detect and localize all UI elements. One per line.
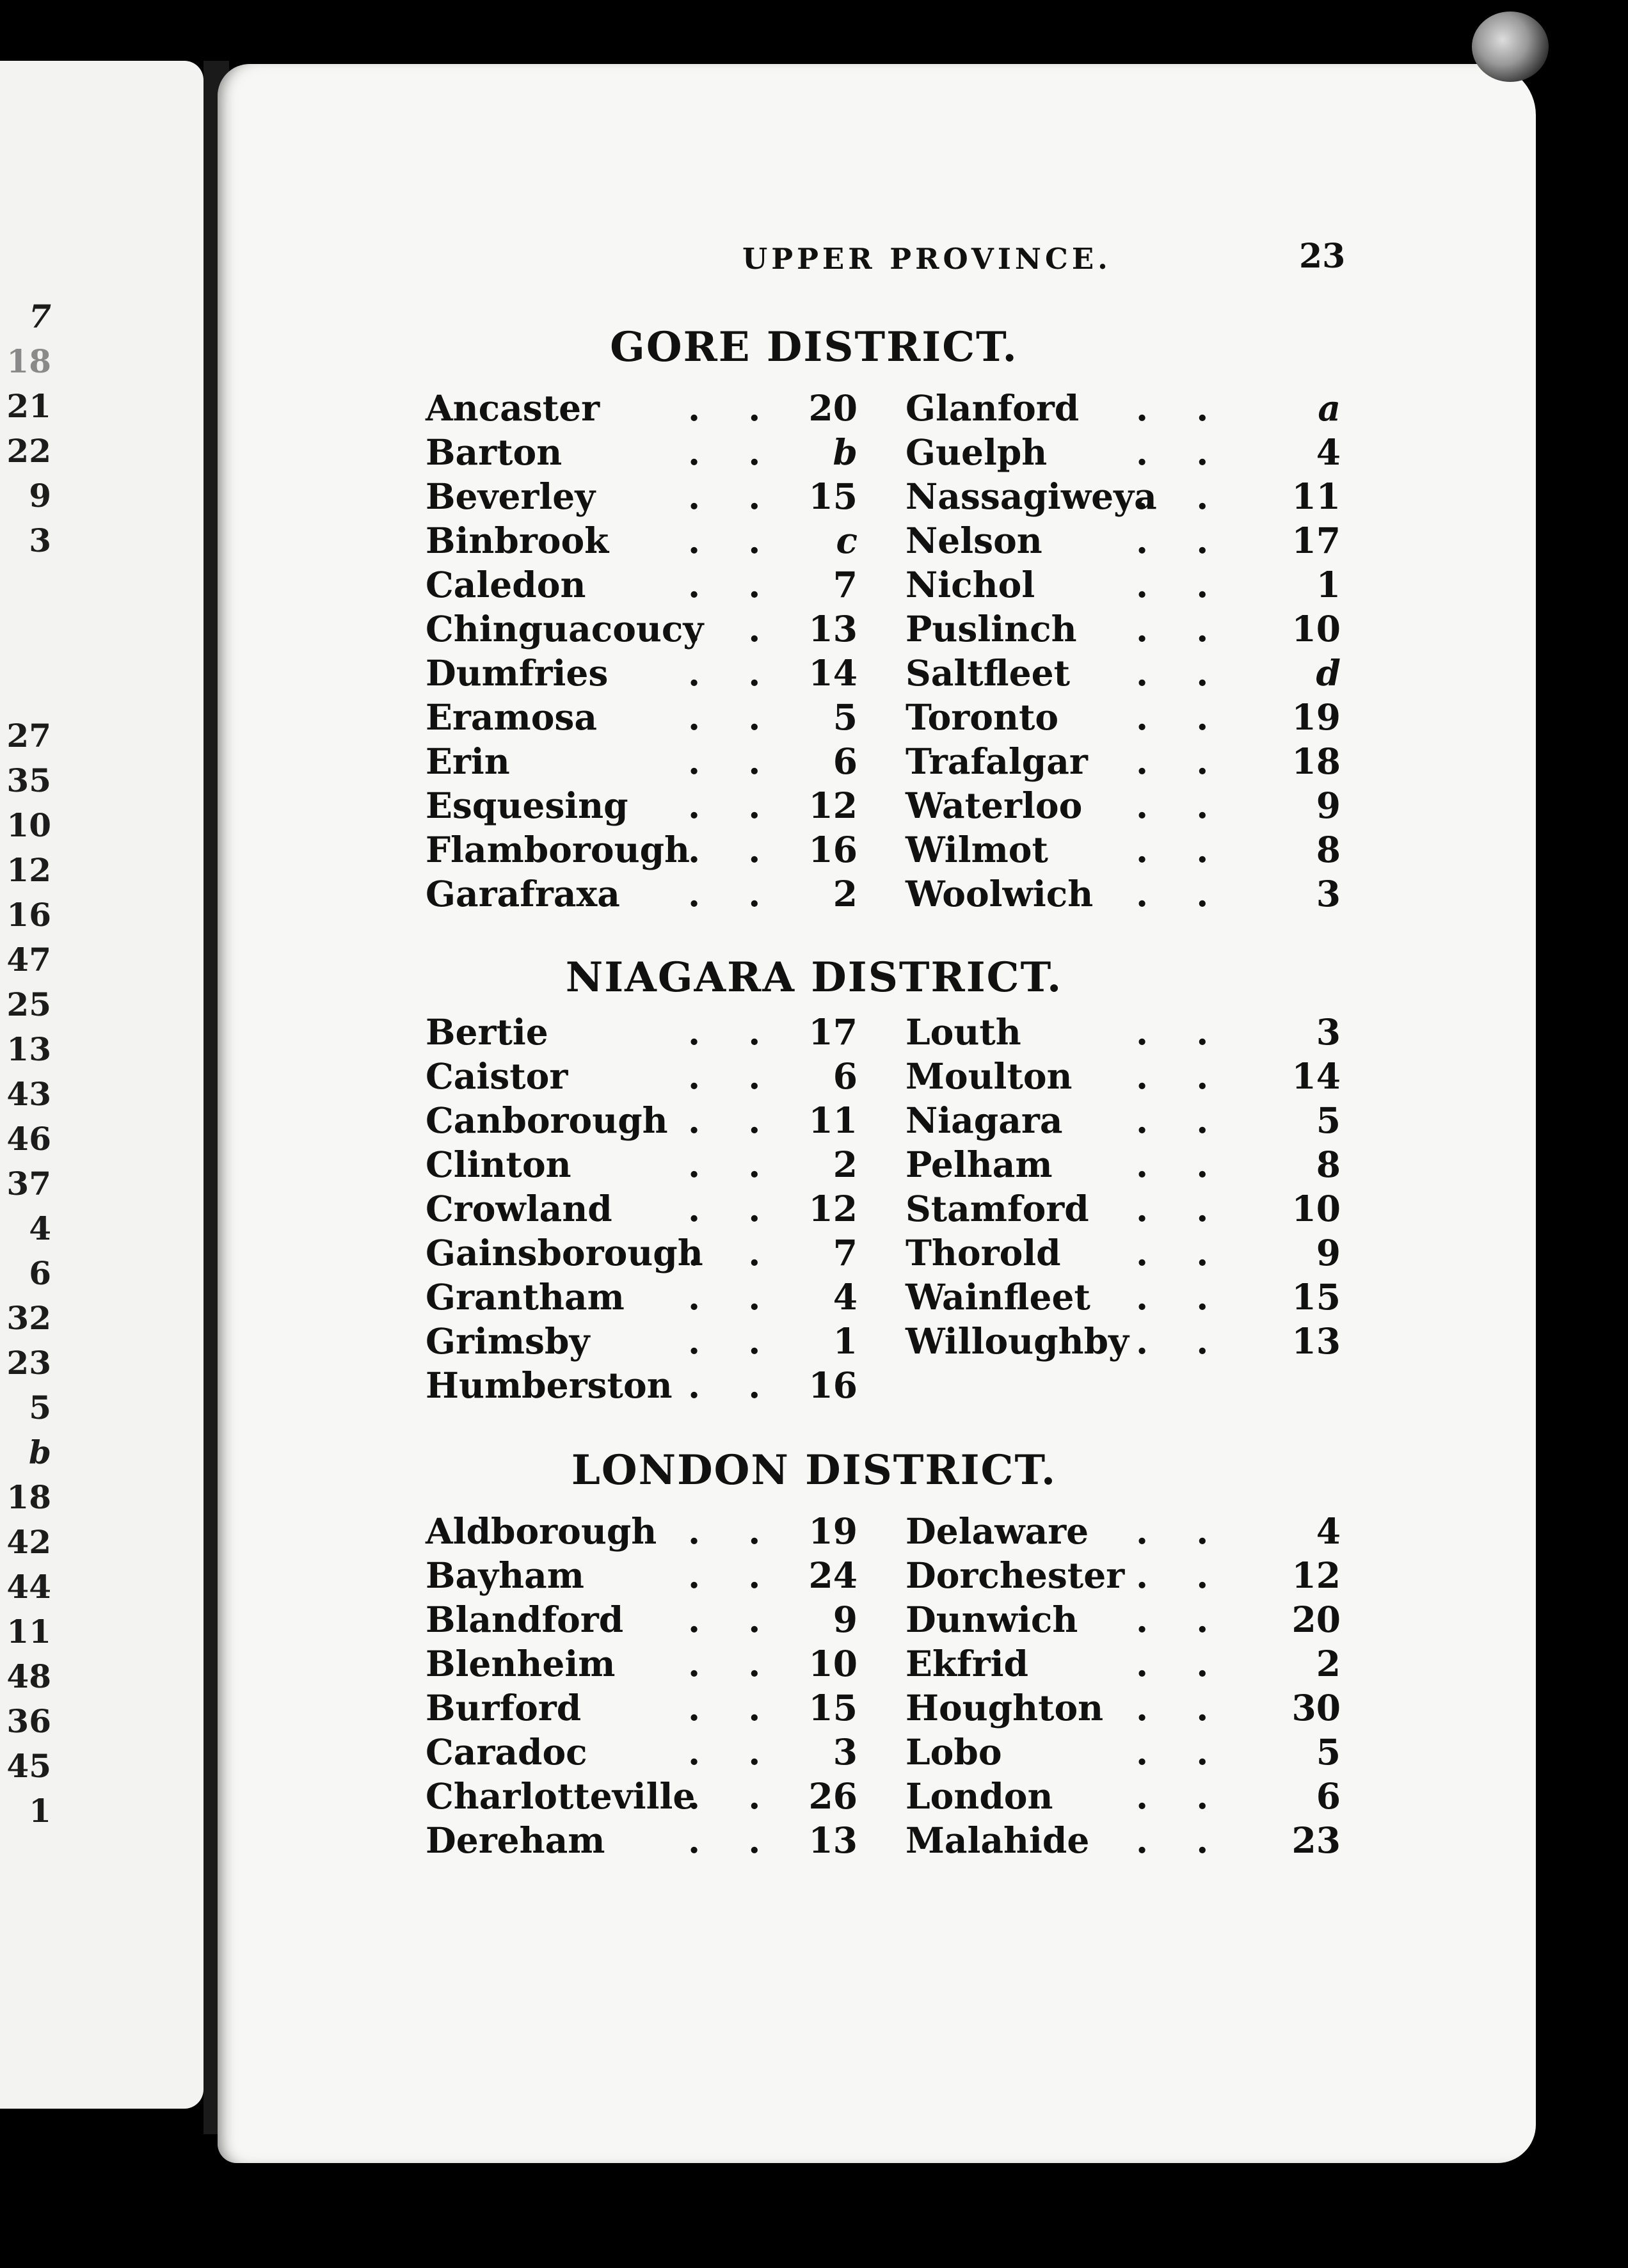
township-number: 5 (1316, 1099, 1341, 1141)
township-entry (426, 1599, 858, 1641)
township-name: Aldborough (426, 1510, 657, 1552)
township-entry (426, 1188, 858, 1230)
township-number: 13 (808, 1819, 858, 1861)
leader-dots: . . (688, 475, 779, 517)
township-name: Woolwich (906, 873, 1094, 914)
leader-dots: . . (1136, 1731, 1227, 1773)
township-number: 16 (808, 1364, 858, 1406)
facing-page-number: 36 (6, 1702, 51, 1740)
township-number: 9 (1316, 785, 1341, 826)
township-number: 9 (833, 1599, 858, 1640)
township-name: Binbrook (426, 520, 609, 561)
township-name: Willoughby (906, 1320, 1129, 1362)
township-number: 11 (808, 1099, 858, 1141)
township-name: Crowland (426, 1188, 612, 1229)
township-number: 23 (1291, 1819, 1341, 1861)
leader-dots: . . (688, 1099, 779, 1141)
leader-dots: . . (688, 1232, 779, 1274)
leader-dots: . . (1136, 696, 1227, 738)
township-number: 5 (833, 696, 858, 738)
facing-page-number: 18 (6, 1478, 51, 1516)
township-entry (906, 873, 1341, 915)
leader-dots: . . (688, 1364, 779, 1406)
township-number: 20 (808, 387, 858, 429)
township-number: 14 (1291, 1055, 1341, 1097)
leader-dots: . . (688, 1055, 779, 1097)
leader-dots: . . (1136, 873, 1227, 914)
township-name: Caradoc (426, 1731, 587, 1773)
township-entry (906, 608, 1341, 650)
township-name: Blenheim (426, 1643, 616, 1684)
township-name: Erin (426, 740, 510, 782)
township-number: 2 (833, 1144, 858, 1185)
township-name: Wainfleet (906, 1276, 1090, 1318)
township-number: 13 (1291, 1320, 1341, 1362)
facing-page-number: 7 (29, 298, 51, 335)
leader-dots: . . (1136, 475, 1227, 517)
leader-dots: . . (688, 785, 779, 826)
township-name: Lobo (906, 1731, 1002, 1773)
township-name: Nelson (906, 520, 1042, 561)
township-entry (906, 1554, 1341, 1597)
leader-dots: . . (688, 1276, 779, 1318)
leader-dots: . . (1136, 1011, 1227, 1053)
facing-page-number: 13 (6, 1030, 51, 1068)
township-name: Grantham (426, 1276, 625, 1318)
township-number: 2 (833, 873, 858, 914)
township-number: a (1318, 387, 1341, 429)
township-name: Puslinch (906, 608, 1077, 650)
township-number: 3 (1316, 873, 1341, 914)
leader-dots: . . (688, 1687, 779, 1729)
township-number: 1 (1316, 564, 1341, 605)
township-name: Saltfleet (906, 652, 1071, 694)
township-entry (426, 1011, 858, 1053)
township-entry (426, 1144, 858, 1186)
leader-dots: . . (1136, 520, 1227, 561)
township-entry (426, 652, 858, 694)
township-entry (426, 1055, 858, 1098)
township-name: Nassagiweya (906, 475, 1157, 517)
township-name: Burford (426, 1687, 582, 1729)
township-number: 10 (808, 1643, 858, 1684)
township-number: 10 (1291, 1188, 1341, 1229)
township-entry (426, 785, 858, 827)
township-name: Caistor (426, 1055, 568, 1097)
township-entry (906, 740, 1341, 783)
township-number: 17 (1291, 520, 1341, 561)
township-number: 12 (808, 785, 858, 826)
township-name: Moulton (906, 1055, 1073, 1097)
township-entry (906, 1775, 1341, 1817)
township-entry (426, 1364, 858, 1407)
township-name: Louth (906, 1011, 1021, 1053)
township-name: Gainsborough (426, 1232, 703, 1274)
leader-dots: . . (688, 1510, 779, 1552)
township-entry (426, 1731, 858, 1773)
township-number: 9 (1316, 1232, 1341, 1274)
township-name: Toronto (906, 696, 1059, 738)
township-name: Delaware (906, 1510, 1089, 1552)
township-entry (906, 1599, 1341, 1641)
leader-dots: . . (688, 873, 779, 914)
township-name: Grimsby (426, 1320, 590, 1362)
leader-dots: . . (688, 1599, 779, 1640)
township-number: 15 (808, 1687, 858, 1729)
township-entry (426, 608, 858, 650)
township-name: Bayham (426, 1554, 584, 1596)
township-name: Eramosa (426, 696, 598, 738)
facing-page-number: 25 (6, 986, 51, 1023)
leader-dots: . . (1136, 1819, 1227, 1861)
township-number: 4 (1316, 431, 1341, 473)
township-number: 19 (1291, 696, 1341, 738)
leader-dots: . . (688, 1188, 779, 1229)
leader-dots: . . (1136, 1276, 1227, 1318)
facing-page-number: 9 (29, 477, 51, 515)
township-entry (906, 1643, 1341, 1685)
township-number: 8 (1316, 829, 1341, 870)
facing-page-number: 23 (6, 1344, 51, 1382)
township-number: 15 (1291, 1276, 1341, 1318)
facing-page-number: 10 (6, 806, 51, 844)
township-name: Glanford (906, 387, 1080, 429)
leader-dots: . . (1136, 564, 1227, 605)
township-number: 30 (1291, 1687, 1341, 1729)
township-entry (426, 431, 858, 474)
leader-dots: . . (688, 1819, 779, 1861)
township-name: London (906, 1775, 1053, 1817)
leader-dots: . . (688, 564, 779, 605)
leader-dots: . . (688, 431, 779, 473)
leader-dots: . . (688, 520, 779, 561)
township-entry (906, 1320, 1341, 1362)
leader-dots: . . (1136, 1055, 1227, 1097)
township-entry (426, 1687, 858, 1729)
facing-page-number: 3 (29, 522, 51, 559)
township-entry (426, 387, 858, 429)
leader-dots: . . (1136, 608, 1227, 650)
township-name: Dorchester (906, 1554, 1125, 1596)
township-number: 4 (1316, 1510, 1341, 1552)
leader-dots: . . (1136, 1687, 1227, 1729)
township-number: 15 (808, 475, 858, 517)
leader-dots: . . (688, 829, 779, 870)
facing-page-number: 6 (29, 1254, 51, 1292)
township-entry (426, 1775, 858, 1817)
township-number: 7 (833, 1232, 858, 1274)
township-entry (906, 1055, 1341, 1098)
township-entry (426, 1510, 858, 1553)
township-entry (426, 1554, 858, 1597)
leader-dots: . . (688, 696, 779, 738)
township-number: 13 (808, 608, 858, 650)
township-number: 6 (833, 740, 858, 782)
township-name: Guelph (906, 431, 1048, 473)
leader-dots: . . (688, 1643, 779, 1684)
leader-dots: . . (1136, 387, 1227, 429)
leader-dots: . . (688, 1731, 779, 1773)
facing-page-number: 11 (6, 1613, 51, 1650)
leader-dots: . . (688, 1775, 779, 1817)
facing-page-number: 1 (29, 1792, 51, 1830)
facing-page-number: 45 (6, 1747, 51, 1785)
township-name: Charlotteville (426, 1775, 696, 1817)
district-heading: NIAGARA DISTRICT. (565, 954, 1063, 1002)
township-name: Flamborough (426, 829, 690, 870)
township-entry (426, 520, 858, 562)
leader-dots: . . (688, 1144, 779, 1185)
township-entry (426, 696, 858, 739)
township-name: Stamford (906, 1188, 1089, 1229)
leader-dots: . . (1136, 1099, 1227, 1141)
township-number: 2 (1316, 1643, 1341, 1684)
township-name: Niagara (906, 1099, 1063, 1141)
township-name: Garafraxa (426, 873, 620, 914)
district-heading: GORE DISTRICT. (610, 323, 1018, 371)
township-name: Caledon (426, 564, 586, 605)
page-blemish (1472, 12, 1549, 82)
township-name: Esquesing (426, 785, 628, 826)
leader-dots: . . (1136, 1188, 1227, 1229)
township-entry (906, 1510, 1341, 1553)
township-number: 12 (1291, 1554, 1341, 1596)
township-entry (906, 1819, 1341, 1862)
leader-dots: . . (1136, 1144, 1227, 1185)
facing-page-number: 5 (29, 1389, 51, 1426)
facing-page-number: 32 (6, 1299, 51, 1337)
township-number: 18 (1291, 740, 1341, 782)
facing-page-number: 21 (6, 387, 51, 425)
township-entry (426, 1819, 858, 1862)
township-entry (906, 829, 1341, 871)
facing-page-number: 35 (6, 762, 51, 799)
township-number: 14 (808, 652, 858, 694)
leader-dots: . . (1136, 1232, 1227, 1274)
township-name: Dereham (426, 1819, 605, 1861)
facing-page-number: 48 (6, 1657, 51, 1695)
township-entry (906, 1276, 1341, 1318)
township-entry (906, 1731, 1341, 1773)
township-entry (426, 564, 858, 606)
township-name: Humberston (426, 1364, 673, 1406)
facing-page-number: 43 (6, 1075, 51, 1113)
township-number: 7 (833, 564, 858, 605)
leader-dots: . . (688, 387, 779, 429)
township-number: 1 (833, 1320, 858, 1362)
township-entry (426, 873, 858, 915)
facing-page-number: b (29, 1433, 51, 1471)
township-entry (906, 1011, 1341, 1053)
township-name: Nichol (906, 564, 1035, 605)
township-number: 4 (833, 1276, 858, 1318)
township-entry (426, 740, 858, 783)
leader-dots: . . (688, 1554, 779, 1596)
leader-dots: . . (1136, 740, 1227, 782)
facing-page-number: 47 (6, 941, 51, 978)
district-heading: LONDON DISTRICT. (571, 1446, 1057, 1494)
township-entry (906, 564, 1341, 606)
township-number: 8 (1316, 1144, 1341, 1185)
township-name: Waterloo (906, 785, 1083, 826)
township-name: Thorold (906, 1232, 1061, 1274)
leader-dots: . . (1136, 1643, 1227, 1684)
facing-page-number: 16 (6, 896, 51, 934)
leader-dots: . . (1136, 431, 1227, 473)
township-entry (426, 829, 858, 871)
leader-dots: . . (688, 1011, 779, 1053)
township-number: 6 (833, 1055, 858, 1097)
township-name: Ekfrid (906, 1643, 1029, 1684)
leader-dots: . . (688, 608, 779, 650)
township-name: Malahide (906, 1819, 1090, 1861)
township-name: Chinguacoucy (426, 608, 704, 650)
township-name: Blandford (426, 1599, 624, 1640)
township-entry (906, 431, 1341, 474)
township-number: 3 (833, 1731, 858, 1773)
township-number: 11 (1291, 475, 1341, 517)
township-entry (906, 1144, 1341, 1186)
leader-dots: . . (1136, 1510, 1227, 1552)
township-entry (906, 520, 1341, 562)
township-entry (906, 1099, 1341, 1142)
township-number: 19 (808, 1510, 858, 1552)
township-entry (426, 1232, 858, 1274)
township-number: d (1316, 652, 1341, 694)
township-name: Ancaster (426, 387, 600, 429)
township-name: Trafalgar (906, 740, 1088, 782)
township-number: 6 (1316, 1775, 1341, 1817)
leader-dots: . . (688, 1320, 779, 1362)
facing-page-number: 27 (6, 717, 51, 755)
leader-dots: . . (1136, 785, 1227, 826)
township-name: Clinton (426, 1144, 571, 1185)
leader-dots: . . (688, 740, 779, 782)
facing-page-number: 37 (6, 1165, 51, 1202)
leader-dots: . . (1136, 652, 1227, 694)
township-entry (426, 1643, 858, 1685)
facing-page-number: 44 (6, 1568, 51, 1606)
township-entry (906, 696, 1341, 739)
township-name: Barton (426, 431, 563, 473)
facing-page-number: 46 (6, 1120, 51, 1158)
township-entry (906, 475, 1341, 518)
leader-dots: . . (1136, 1554, 1227, 1596)
township-entry (426, 1276, 858, 1318)
township-number: 24 (808, 1554, 858, 1596)
township-name: Dunwich (906, 1599, 1078, 1640)
township-entry (426, 1320, 858, 1362)
leader-dots: . . (1136, 1320, 1227, 1362)
running-head: UPPER PROVINCE. (742, 242, 1112, 276)
township-number: c (836, 520, 858, 561)
township-entry (426, 475, 858, 518)
township-name: Canborough (426, 1099, 668, 1141)
township-number: 20 (1291, 1599, 1341, 1640)
facing-page-number: 12 (6, 851, 51, 889)
facing-page-number: 18 (6, 342, 51, 380)
township-entry (906, 785, 1341, 827)
township-entry (426, 1099, 858, 1142)
township-name: Bertie (426, 1011, 548, 1053)
township-number: 26 (808, 1775, 858, 1817)
township-name: Pelham (906, 1144, 1053, 1185)
township-number: 3 (1316, 1011, 1341, 1053)
township-number: 5 (1316, 1731, 1341, 1773)
township-entry (906, 1687, 1341, 1729)
leader-dots: . . (1136, 1775, 1227, 1817)
township-number: 10 (1291, 608, 1341, 650)
township-name: Houghton (906, 1687, 1104, 1729)
township-number: 16 (808, 829, 858, 870)
township-number: 12 (808, 1188, 858, 1229)
township-entry (906, 1232, 1341, 1274)
leader-dots: . . (688, 652, 779, 694)
facing-page-number: 22 (6, 432, 51, 470)
township-name: Beverley (426, 475, 596, 517)
leader-dots: . . (1136, 1599, 1227, 1640)
leader-dots: . . (1136, 829, 1227, 870)
facing-page-number: 42 (6, 1523, 51, 1561)
township-entry (906, 1188, 1341, 1230)
township-number: b (833, 431, 858, 473)
township-entry (906, 387, 1341, 429)
township-name: Wilmot (906, 829, 1048, 870)
township-name: Dumfries (426, 652, 609, 694)
facing-page-number: 4 (29, 1210, 51, 1247)
page-number: 23 (1299, 237, 1346, 276)
township-entry (906, 652, 1341, 694)
township-number: 17 (808, 1011, 858, 1053)
